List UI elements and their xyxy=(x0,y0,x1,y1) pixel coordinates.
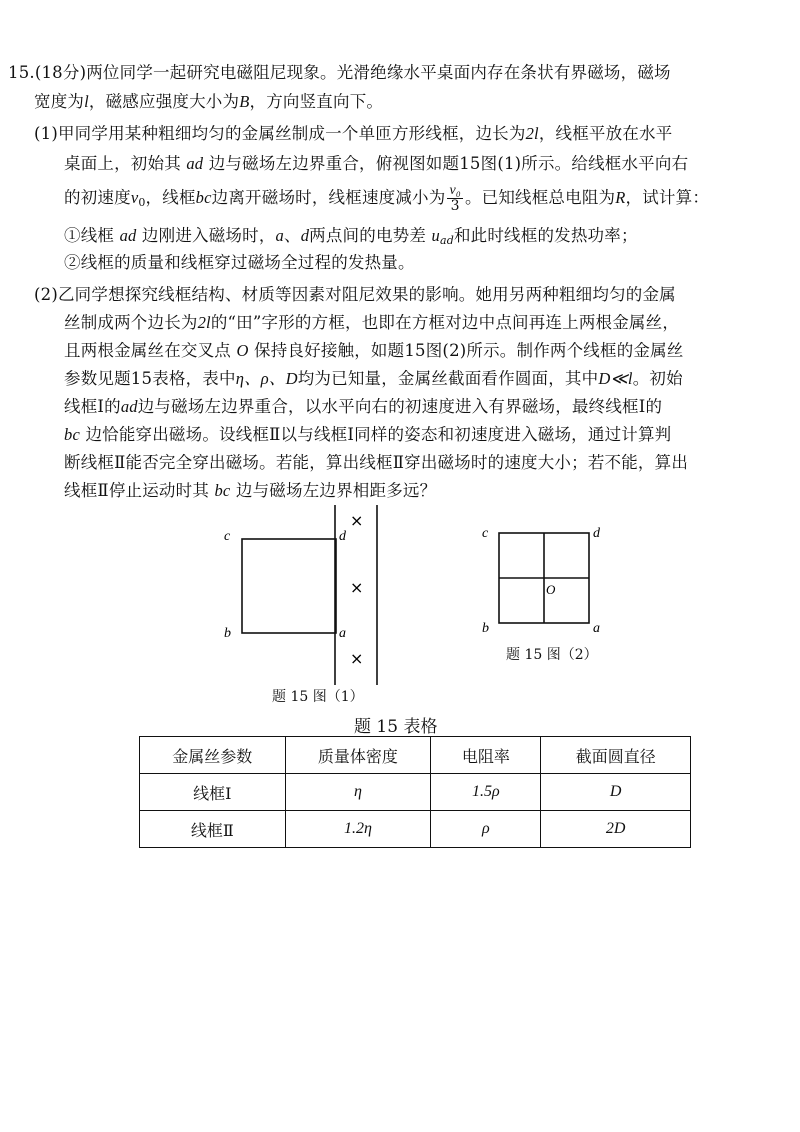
question-line-1: 15.(18分)两位同学一起研究电磁阻尼现象。光滑绝缘水平桌面内存在条状有界磁场，磁场 xyxy=(8,63,671,82)
table-header: 金属丝参数 xyxy=(140,737,286,774)
fraction-v0-over-3: $\frac{\text{v₀}}{3}$ xyxy=(449,183,461,214)
table-cell: 2D xyxy=(541,811,691,848)
part2-line-3: 且两根金属丝在交叉点 O 保持良好接触，如题15图(2)所示。制作两个线框的金属丝 xyxy=(64,341,684,360)
part2-line-7: 断线框Ⅱ能否完全穿出磁场。若能，算出线框Ⅱ穿出磁场时的速度大小；若不能，算出 xyxy=(64,453,689,472)
part1-line-2: 桌面上，初始其 ad 边与磁场左边界重合，俯视图如题15图(1)所示。给线框水平向右 xyxy=(64,154,689,173)
table-header: 质量体密度 xyxy=(285,737,431,774)
part2-line-1: (2)乙同学想探究线框结构、材质等因素对阻尼效果的影响。她用另两种粗细均匀的金属 xyxy=(34,285,676,304)
corner-c: c xyxy=(224,529,231,544)
table-title: 题 15 表格 xyxy=(354,717,438,737)
table-header-row xyxy=(140,737,691,774)
table-cell: 1.2η xyxy=(285,811,431,848)
field-mark-2: × xyxy=(350,578,364,597)
fig2-corner-b: b xyxy=(482,621,489,636)
table-cell: 线框Ⅱ xyxy=(140,811,286,848)
table-row xyxy=(140,774,691,811)
square-frame-2 xyxy=(499,533,589,623)
table-header: 电阻率 xyxy=(431,737,541,774)
part2-line-8: 线框Ⅱ停止运动时其 bc 边与磁场左边界相距多远？ xyxy=(64,481,437,500)
parameter-table xyxy=(139,736,691,848)
part2-line-4: 参数见题15表格，表中η、ρ、D均为已知量，金属丝截面看作圆面，其中D≪l。初始 xyxy=(64,369,683,388)
fig2-center-o: O xyxy=(546,582,556,597)
fig2-corner-c: c xyxy=(482,526,489,541)
table-row xyxy=(140,811,691,848)
part1-label: (1) xyxy=(34,124,58,143)
table-cell: ρ xyxy=(431,811,541,848)
question-number: 15. xyxy=(8,63,35,82)
corner-d: d xyxy=(339,529,346,544)
part2-label: (2) xyxy=(34,285,58,304)
table-cell: 1.5ρ xyxy=(431,774,541,811)
figure-2-caption: 题 15 图（2） xyxy=(506,647,598,663)
table-cell: η xyxy=(285,774,431,811)
field-mark-1: × xyxy=(350,511,364,530)
question-score: (18分) xyxy=(34,63,87,82)
square-frame-1 xyxy=(242,539,336,633)
part1-line-1: (1)甲同学用某种粗细均匀的金属丝制成一个单匝方形线框，边长为2l，线框平放在水平 xyxy=(34,124,673,143)
corner-a: a xyxy=(339,626,346,641)
field-mark-3: × xyxy=(350,649,364,668)
question-line-2: 宽度为l，磁感应强度大小为B，方向竖直向下。 xyxy=(34,92,384,111)
part1-line-3: 的初速度$v_0$，线框bc边离开磁场时，线框速度减小为 $\frac{\text{v₀}}{3}$ 。已知线框总电阻为R，试计算： xyxy=(64,183,710,214)
part2-line-5: 线框Ⅰ的ad边与磁场左边界重合，以水平向右的初速度进入有界磁场，最终线框Ⅰ的 xyxy=(64,397,663,416)
fig2-corner-d: d xyxy=(593,526,600,541)
table-header: 截面圆直径 xyxy=(541,737,691,774)
part2-line-2: 丝制成两个边长为2l的“田”字形的方框，也即在方框对边中点间再连上两根金属丝， xyxy=(64,313,680,332)
fig2-corner-a: a xyxy=(593,621,600,636)
part1-subq-2: ②线框的质量和线框穿过磁场全过程的发热量。 xyxy=(64,253,415,272)
part1-subq-1: ①线框 ad 边刚进入磁场时，a、d两点间的电势差 $u_{ad}$和此时线框的发热功率； xyxy=(64,226,638,247)
part2-line-6: bc 边恰能穿出磁场。设线框Ⅱ以与线框Ⅰ同样的姿态和初速度进入磁场，通过计算判 xyxy=(64,425,672,444)
table-cell: 线框Ⅰ xyxy=(140,774,286,811)
table-cell: D xyxy=(541,774,691,811)
corner-b: b xyxy=(224,626,231,641)
figure-1-caption: 题 15 图（1） xyxy=(272,689,364,705)
